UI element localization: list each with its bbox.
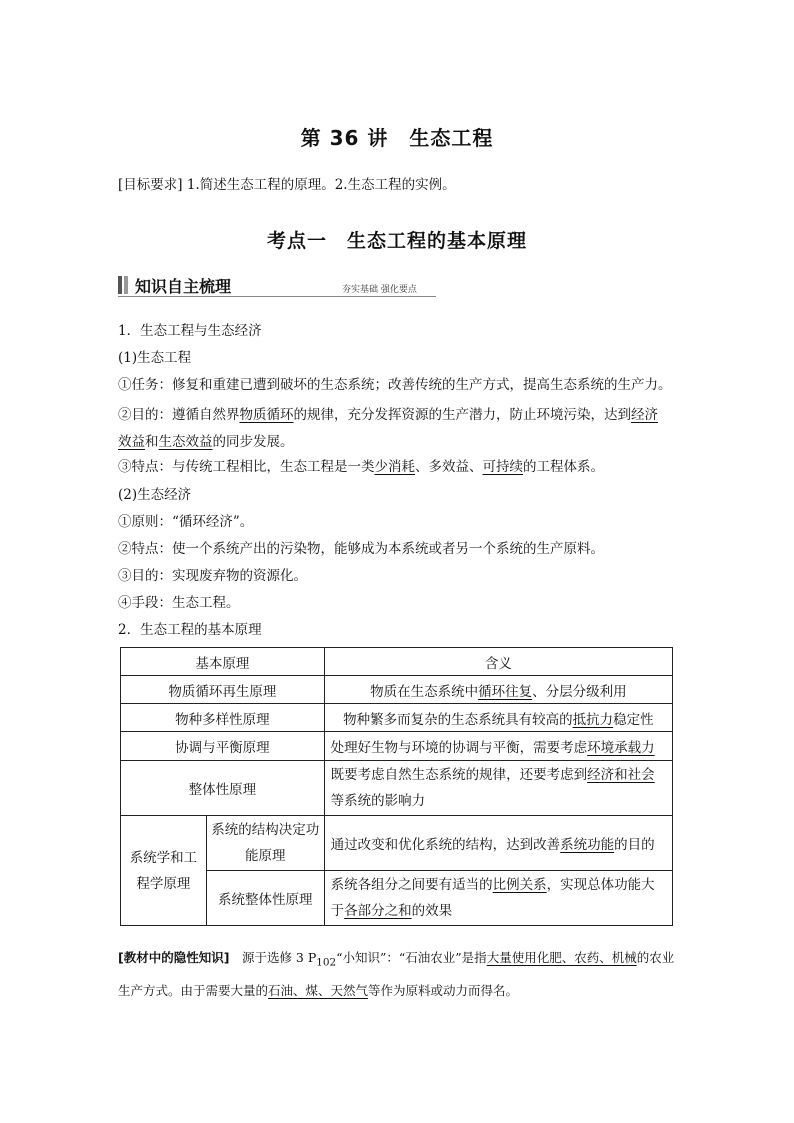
knowledge-banner (118, 274, 436, 298)
text: 的同步发展。 (212, 434, 294, 450)
text: 的工程体系。 (523, 459, 604, 475)
text: 等系统的影响力 (330, 793, 426, 809)
page-subscript: 102 (316, 956, 337, 969)
principle-meaning (324, 676, 672, 704)
sub-heading-1: (1)生态工程 (118, 350, 192, 366)
feature-line (118, 457, 678, 477)
underlined-term: 大量使用化肥、农药、机械 (486, 950, 637, 965)
principle-meaning (324, 732, 672, 761)
principle-meaning (324, 816, 672, 871)
text: 的农业生产方式。由于需要大量的 (118, 950, 675, 998)
text: “小知识”：“石油农业”是指 (336, 950, 487, 965)
sub-heading-2: (2)生态经济 (118, 487, 192, 503)
text: 源于选修 3 P (229, 950, 317, 965)
text: 物种繁多而复杂的生态系统具有较高的 (343, 711, 573, 728)
underlined-term: 系统功能 (560, 837, 615, 853)
heading-1: 1．生态工程与生态经济 (118, 323, 262, 339)
note-tag: [教材中的隐性知识] (118, 950, 230, 965)
underlined-term: 效益 (118, 434, 145, 450)
goal-tag: [目标要求] (118, 177, 183, 193)
underlined-term: 循环往复 (478, 683, 533, 700)
underlined-term: 抵抗力 (572, 711, 614, 728)
principle-meaning (324, 704, 672, 732)
principle-meaning (324, 761, 672, 816)
table-row (121, 816, 673, 871)
underlined-term: 经济和社会 (587, 767, 655, 783)
text: 、多效益、 (415, 459, 483, 475)
goal-text: 1.简述生态工程的原理。2.生态工程的实例。 (182, 177, 456, 193)
table-header-row (121, 648, 673, 676)
underlined-term: 经济 (631, 407, 658, 423)
text: ②目的：遵循自然界 (118, 407, 240, 423)
econ-purpose-line: ③目的：实现废弃物的资源化。 (118, 568, 307, 584)
text: 稳定性 (613, 711, 654, 728)
text: 处理好生物与环境的协调与平衡，需要考虑 (330, 740, 588, 756)
underlined-term: 比例关系 (492, 877, 547, 893)
banner-heading: 知识自主梳理 (135, 277, 232, 296)
task-line: ①任务：修复和重建已遭到破坏的生态系统；改善传统的生产方式，提高生态系统的生产力。 (118, 377, 672, 393)
econ-feature-line: ②特点：使一个系统产出的污染物，能够成为本系统或者另一个系统的生产原料。 (118, 541, 604, 557)
principle-name: 系统的结构决定功能原理 (206, 816, 324, 871)
table-row (121, 676, 673, 704)
underlined-term: 少消耗 (374, 459, 415, 475)
principle-name: 协调与平衡原理 (121, 732, 325, 761)
banner-tagline: 夯实基础 强化要点 (342, 285, 417, 295)
learning-goals (118, 173, 456, 193)
banner-bar-icon (118, 276, 122, 294)
text: 的效果 (411, 903, 453, 919)
underlined-term: 物质循环 (239, 407, 294, 423)
principle-name: 系统整体性原理 (206, 871, 324, 926)
text: ③特点：与传统工程相比，生态工程是一类 (118, 459, 375, 475)
underlined-term: 生态效益 (158, 434, 213, 450)
text: 系统各组分之间要有适当的 (330, 877, 493, 893)
text: 既要考虑自然生态系统的规律，还要考虑到 (330, 767, 588, 783)
principles-table (120, 647, 673, 926)
principle-name: 物种多样性原理 (121, 704, 325, 732)
underlined-term: 各部分之和 (344, 903, 412, 919)
text: 物质在生态系统中 (370, 683, 479, 700)
text: 的目的 (614, 837, 655, 853)
lecture-title: 第 36 讲 生态工程 (300, 126, 494, 150)
banner-divider (118, 296, 436, 297)
section-title: 考点一 生态工程的基本原理 (266, 230, 527, 252)
text: 等作为原料或动力而得名。 (368, 982, 519, 998)
heading-2: 2．生态工程的基本原理 (118, 622, 262, 638)
text: 通过改变和优化系统的结构，达到改善 (330, 837, 561, 853)
banner-bar-icon (124, 276, 128, 294)
principle-line: ①原则：“循环经济”。 (118, 514, 254, 530)
underlined-term: 石油、煤、天然气 (268, 982, 369, 998)
text: ，实现总体功能大于 (330, 877, 655, 919)
underlined-term: 环境承载力 (587, 740, 655, 756)
text: 的规律，充分发挥资源的生产潜力，防止环境污染，达到 (293, 407, 631, 423)
means-line: ④手段：生态工程。 (118, 595, 240, 611)
table-row (121, 732, 673, 761)
table-row (121, 761, 673, 816)
purpose-line (118, 402, 678, 456)
underlined-term: 可持续 (482, 459, 523, 475)
col-header-meaning: 含义 (324, 648, 672, 676)
table-row (121, 704, 673, 732)
principle-name: 物质循环再生原理 (121, 676, 325, 704)
principle-meaning (324, 871, 672, 926)
principle-group: 系统学和工程学原理 (121, 816, 207, 926)
text: 、分层分级利用 (532, 683, 627, 700)
hidden-knowledge-note (118, 944, 683, 1005)
text: 和 (145, 434, 159, 450)
col-header-principle: 基本原理 (121, 648, 325, 676)
principle-name: 整体性原理 (121, 761, 325, 816)
